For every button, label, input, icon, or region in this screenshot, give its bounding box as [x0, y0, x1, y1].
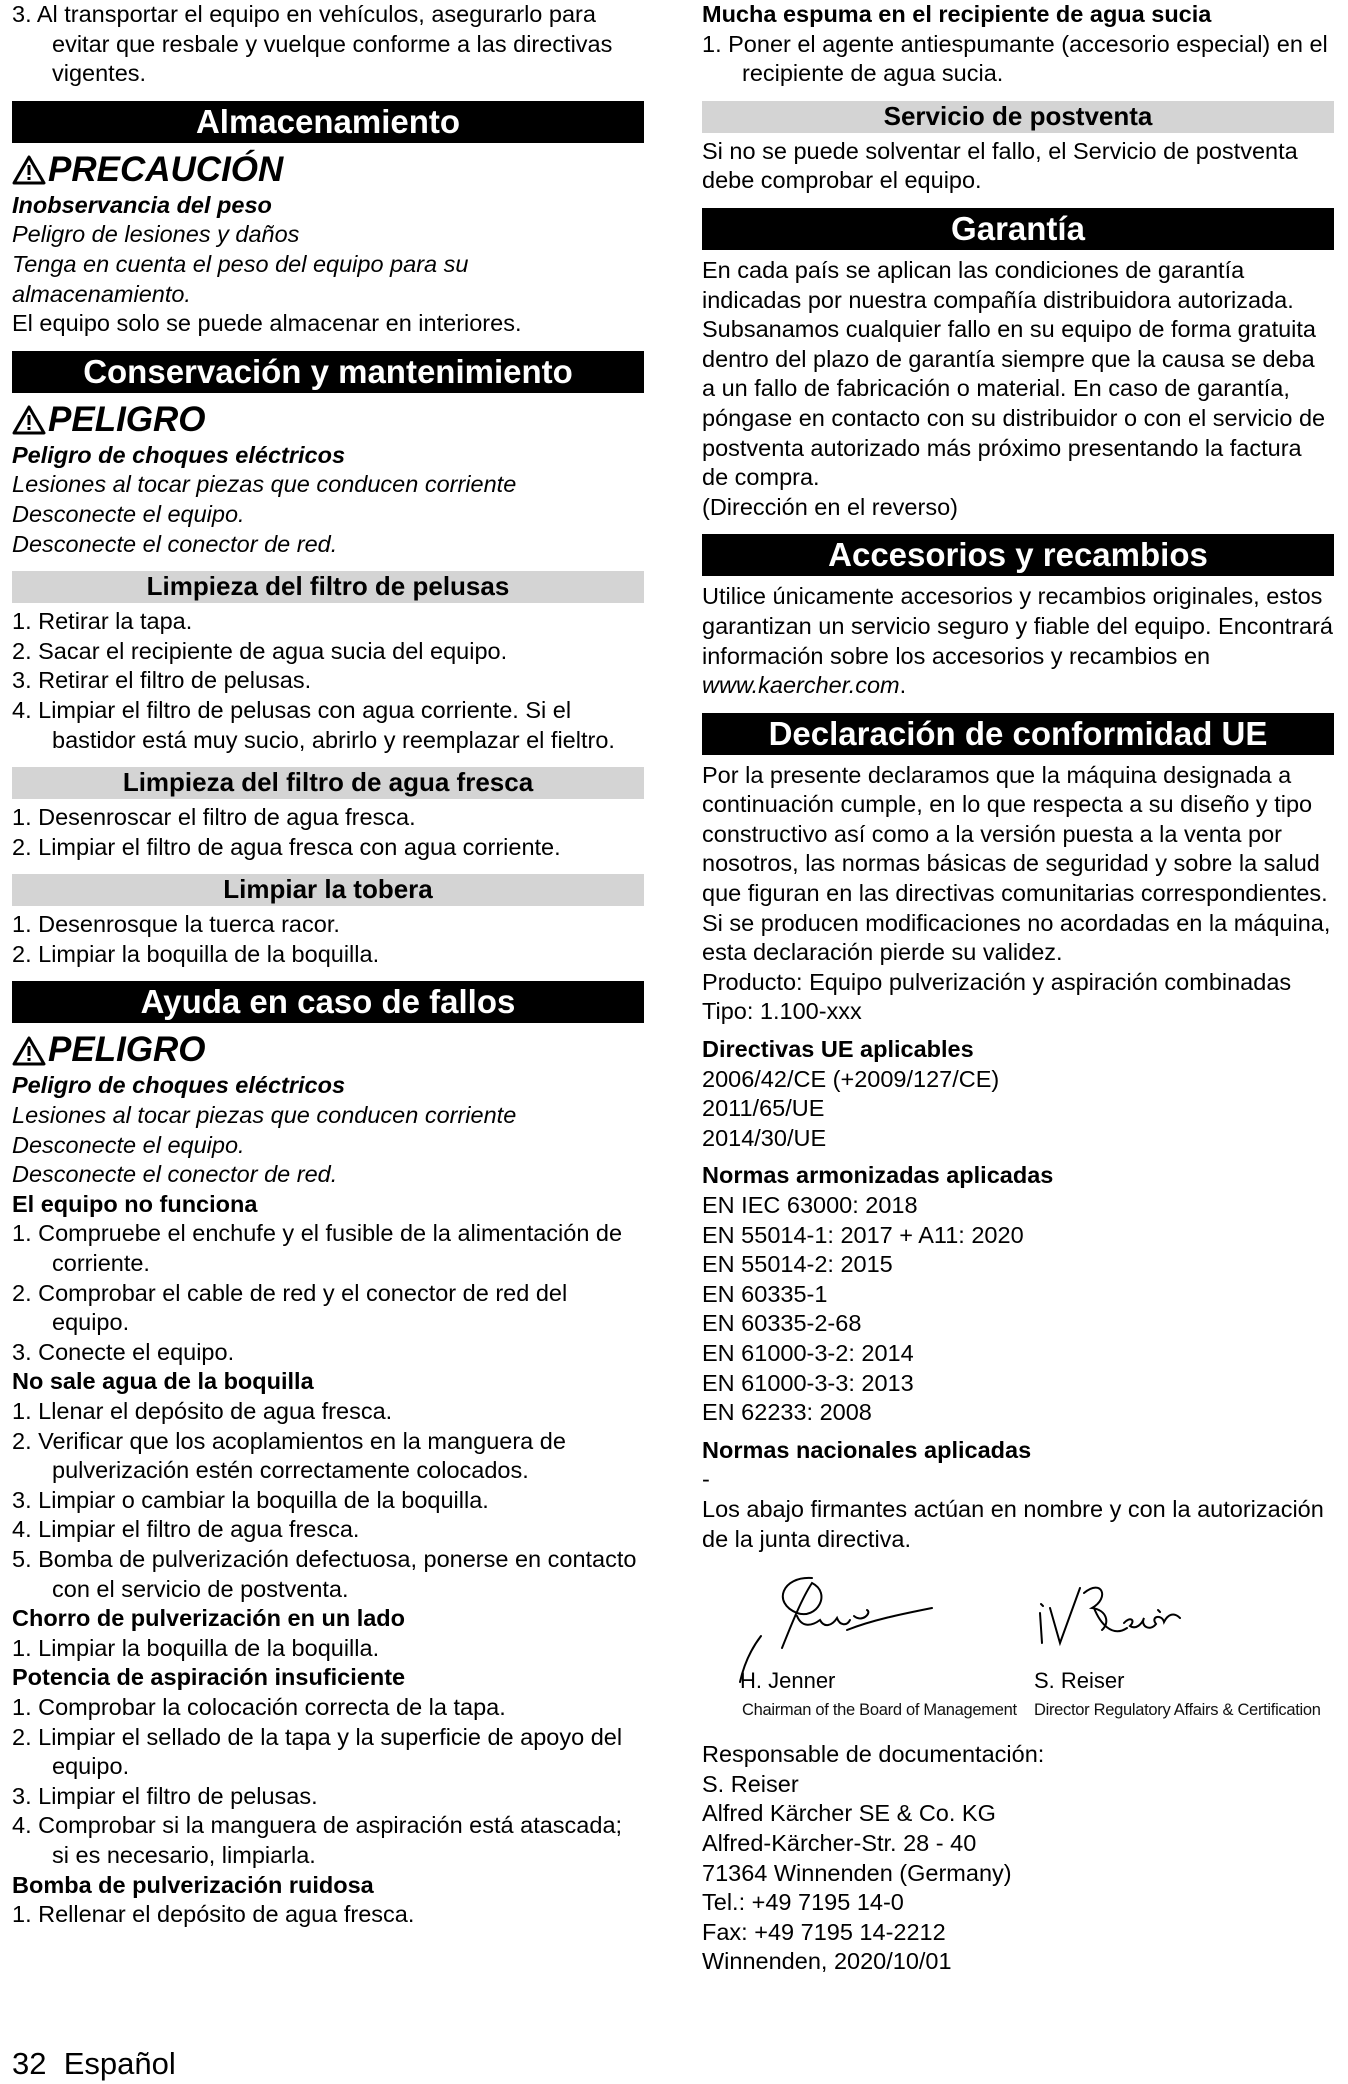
norma-item: EN 61000-3-2: 2014: [702, 1339, 914, 1366]
directiva-item: 2014/30/UE: [702, 1124, 827, 1151]
responsable-line: Alfred Kärcher SE & Co. KG: [702, 1800, 996, 1827]
responsable-line: S. Reiser: [702, 1770, 799, 1797]
list-item: 2. Sacar el recipiente de agua sucia del equipo.: [12, 637, 508, 664]
postventa-text: Si no se puede solventar el fallo, el Servicio de postventa debe comprobar el equipo.: [702, 137, 1298, 194]
list-item: 3. Retirar el filtro de pelusas.: [12, 667, 312, 694]
list-item: 4. Limpiar el filtro de pelusas con agua corriente. Si el bastidor está muy sucio, abrirlo y reemplazar el fieltro.: [12, 696, 615, 753]
list-item: 1. Llenar el depósito de agua fresca.: [12, 1398, 393, 1424]
signatory-name: S. Reiser: [1034, 1668, 1125, 1694]
warning-line: Desconecte el conector de red.: [12, 1161, 338, 1188]
responsable-line: Alfred-Kärcher-Str. 28 - 40: [702, 1829, 977, 1856]
subsection-title-tobera: Limpiar la tobera: [12, 874, 644, 906]
responsable-line: Tel.: +49 7195 14-0: [702, 1889, 904, 1916]
declaracion-text: Por la presente declaramos que la máquina designada a continuación cumple, en lo que respecta a su diseño y tipo constructivo así como a la versión puesta a la venta por nosotros, las normas básicas de seguridad y sobre la salud que figuran en las directivas comunitarias correspondientes. Si se producen modificaciones no acordadas en la máquina, esta declaración pierde su validez.: [702, 761, 1331, 966]
list-item: 2. Comprobar el cable de red y el conector de red del equipo.: [12, 1279, 568, 1336]
list-item: 1. Poner el agente antiespumante (accesorio especial) en el recipiente de agua sucia.: [702, 30, 1328, 87]
fault-heading: Mucha espuma en el recipiente de agua sucia: [702, 1, 1212, 27]
warning-line: Desconecte el conector de red.: [12, 530, 338, 557]
signature-jenner-icon: [742, 1568, 942, 1668]
tipo: Tipo: 1.100-xxx: [702, 998, 862, 1025]
warning-subtitle: Peligro de choques eléctricos: [12, 441, 346, 468]
warning-line: Tenga en cuenta el peso del equipo para su almacenamiento.: [12, 250, 469, 307]
norma-item: EN 55014-1: 2017 + A11: 2020: [702, 1221, 1024, 1248]
fault-heading: Bomba de pulverización ruidosa: [12, 1871, 374, 1898]
list-item: 2. Verificar que los acoplamientos en la manguera de pulverización estén correctamente colocados.: [12, 1427, 566, 1484]
norma-item: EN 55014-2: 2015: [702, 1251, 893, 1278]
accesorios-body: Utilice únicamente accesorios y recambios originales, estos garantizan un servicio seguro y fiable del equipo. Encontrará información sobre los accesorios y recambios en: [702, 583, 1333, 669]
norma-item: EN 60335-1: [702, 1280, 828, 1307]
list-item: 4. Comprobar si la manguera de aspiración está atascada; si es necesario, limpiarla.: [12, 1812, 623, 1868]
warning-triangle-icon: [12, 404, 46, 435]
kaercher-link[interactable]: www.kaercher.com: [702, 672, 900, 699]
list-item: 1. Desenrosque la tuerca racor.: [12, 911, 340, 938]
nacionales-heading: Normas nacionales aplicadas: [702, 1436, 1032, 1463]
responsable-line: 71364 Winnenden (Germany): [702, 1859, 1012, 1886]
signatory-title: Chairman of the Board of Management: [742, 1701, 1017, 1720]
norma-item: EN 62233: 2008: [702, 1399, 872, 1426]
garantia-text: En cada país se aplican las condiciones de garantía indicadas por nuestra compañía distribuidora autorizada. Subsanamos cualquier fallo en su equipo de forma gratuita dentro del plazo de garantía siempre que la causa se deba a un fallo de fabricación o material. En caso de garantía, póngase en contacto con su distribuidor o con el servicio de postventa autorizado más próximo presentando la factura de compra.: [702, 256, 1326, 491]
warning-subtitle: Peligro de choques eléctricos: [12, 1072, 346, 1099]
fault-heading: No sale agua de la boquilla: [12, 1368, 314, 1395]
responsable-line: Fax: +49 7195 14-2212: [702, 1918, 946, 1945]
warning-line: Peligro de lesiones y daños: [12, 221, 300, 248]
accesorios-text: [702, 582, 1334, 700]
list-item: 2. Limpiar la boquilla de la boquilla.: [12, 940, 380, 967]
list-item: 1. Retirar la tapa.: [12, 608, 193, 635]
normas-heading: Normas armonizadas aplicadas: [702, 1162, 1054, 1189]
list-item: 1. Limpiar la boquilla de la boquilla.: [12, 1634, 380, 1661]
list-item: 1. Compruebe el enchufe y el fusible de la alimentación de corriente.: [12, 1220, 623, 1277]
responsable-line: Responsable de documentación:: [702, 1741, 1045, 1768]
fault-heading: El equipo no funciona: [12, 1190, 258, 1217]
garantia-address: (Dirección en el reverso): [702, 493, 958, 520]
nacionales-value: -: [702, 1466, 710, 1493]
footer-language: Español: [63, 2046, 176, 2081]
firmantes-text: Los abajo firmantes actúan en nombre y con la autorización de la junta directiva.: [702, 1495, 1324, 1552]
warning-triangle-icon: [12, 1035, 46, 1066]
warning-peligro: [12, 399, 644, 441]
list-item: 3. Limpiar el filtro de pelusas.: [12, 1782, 318, 1809]
warning-line: Lesiones al tocar piezas que conducen corriente: [12, 1102, 517, 1129]
signatory-title: Director Regulatory Affairs & Certification: [1034, 1701, 1321, 1720]
page-footer: [12, 2046, 176, 2082]
subsection-title-pelusas: Limpieza del filtro de pelusas: [12, 571, 644, 603]
section-title-fallos: Ayuda en caso de fallos: [12, 981, 644, 1023]
warning-triangle-icon: [12, 154, 46, 185]
list-item: 3. Limpiar o cambiar la boquilla de la boquilla.: [12, 1486, 489, 1513]
warning-line: Desconecte el equipo.: [12, 500, 245, 527]
fault-heading: Chorro de pulverización en un lado: [12, 1605, 406, 1632]
right-column: [702, 0, 1334, 1977]
warning-subtitle: Inobservancia del peso: [12, 191, 272, 218]
warning-line: Desconecte el equipo.: [12, 1131, 245, 1158]
list-item: 2. Limpiar el filtro de agua fresca con agua corriente.: [12, 833, 561, 860]
list-item: 1. Rellenar el depósito de agua fresca.: [12, 1901, 415, 1928]
fault-heading: Potencia de aspiración insuficiente: [12, 1664, 406, 1691]
signature-reiser-icon: [1032, 1568, 1232, 1668]
warning-precaucion: [12, 149, 644, 191]
subsection-title-postventa: Servicio de postventa: [702, 101, 1334, 133]
directiva-item: 2011/65/UE: [702, 1095, 825, 1122]
list-item: 5. Bomba de pulverización defectuosa, ponerse en contacto con el servicio de postventa.: [12, 1545, 637, 1602]
list-item: 3. Conecte el equipo.: [12, 1338, 235, 1365]
warning-label: PRECAUCIÓN: [48, 149, 284, 189]
section-title-almacenamiento: Almacenamiento: [12, 101, 644, 143]
subsection-title-agua-fresca: Limpieza del filtro de agua fresca: [12, 767, 644, 799]
section-title-accesorios: Accesorios y recambios: [702, 534, 1334, 576]
list-item: 2. Limpiar el sellado de la tapa y la superficie de apoyo del equipo.: [12, 1723, 623, 1780]
norma-item: EN 60335-2-68: [702, 1310, 862, 1337]
accesorios-end: .: [899, 672, 907, 699]
list-item: 4. Limpiar el filtro de agua fresca.: [12, 1516, 360, 1543]
section-title-conservacion: Conservación y mantenimiento: [12, 351, 644, 393]
warning-line: Lesiones al tocar piezas que conducen corriente: [12, 471, 517, 498]
norma-item: EN IEC 63000: 2018: [702, 1192, 918, 1218]
transport-step: 3. Al transportar el equipo en vehículos, asegurarlo para evitar que resbale y vuelque conforme a las directivas vigentes.: [12, 1, 613, 87]
directiva-item: 2006/42/CE (+2009/127/CE): [702, 1065, 1000, 1092]
section-title-garantia: Garantía: [702, 208, 1334, 250]
responsable-line: Winnenden, 2020/10/01: [702, 1948, 952, 1975]
list-item: 1. Comprobar la colocación correcta de la tapa.: [12, 1693, 506, 1720]
producto: Producto: Equipo pulverización y aspiración combinadas: [702, 968, 1292, 995]
directivas-heading: Directivas UE aplicables: [702, 1036, 974, 1063]
section-title-declaracion: Declaración de conformidad UE: [702, 713, 1334, 755]
signatory-name: H. Jenner: [740, 1668, 836, 1694]
page-number: 32: [12, 2046, 47, 2081]
warning-peligro: [12, 1029, 644, 1071]
signature-block: [702, 1568, 1334, 1740]
norma-item: EN 61000-3-3: 2013: [702, 1369, 914, 1396]
left-column: [12, 0, 644, 1930]
warning-label: PELIGRO: [48, 1030, 206, 1070]
storage-note: El equipo solo se puede almacenar en interiores.: [12, 310, 522, 337]
warning-label: PELIGRO: [48, 399, 206, 439]
list-item: 1. Desenroscar el filtro de agua fresca.: [12, 804, 416, 831]
